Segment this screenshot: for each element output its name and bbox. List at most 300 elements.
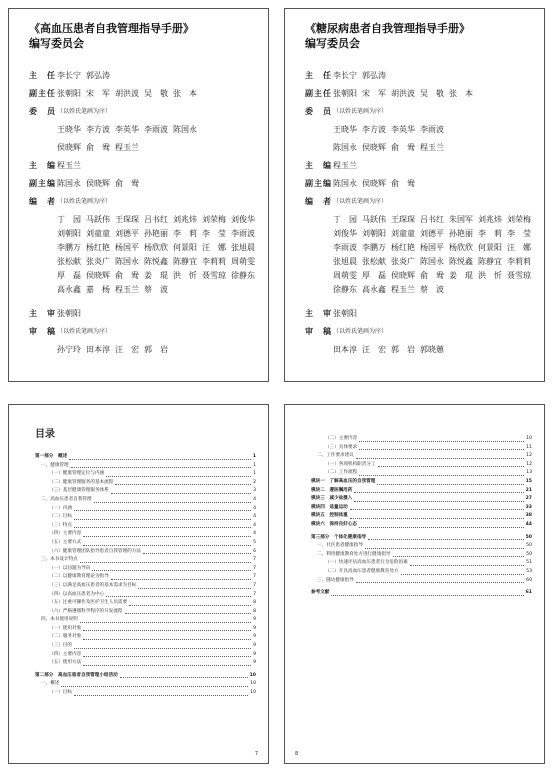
toc-entry-page: 7 — [253, 574, 256, 580]
member-name: 田本淳 — [86, 345, 110, 354]
member-name: 侯晓辉 — [362, 143, 386, 152]
toc-leader-dots — [83, 639, 251, 640]
toc-leader-dots — [83, 665, 251, 666]
toc-entry[interactable] — [311, 512, 532, 521]
committee-names — [57, 89, 262, 103]
toc-entry-page: 9 — [253, 643, 256, 649]
committee-row — [305, 215, 538, 299]
toc-entry[interactable] — [35, 659, 256, 668]
toc-entry-page: 50 — [526, 551, 532, 557]
committee-role: 主 审 — [305, 309, 332, 318]
toc-leader-dots — [111, 493, 251, 494]
toc-entry-page: 60 — [526, 577, 532, 583]
toc-leader-dots — [74, 510, 251, 511]
toc-entry-title: （一）内涵 — [49, 505, 72, 511]
member-name: 刘俊华 — [231, 215, 255, 224]
ordering-note: （以姓氏笔画为序） — [57, 198, 112, 205]
member-name: 洪 忻 — [173, 271, 197, 280]
toc-entry-page: 1 — [253, 462, 256, 468]
member-name: 李莉莉 — [202, 257, 226, 266]
toc-entry[interactable] — [35, 616, 256, 625]
toc-entry-title: （三）基层健康管理服务体系 — [49, 488, 109, 494]
toc-leader-dots — [356, 582, 524, 583]
member-name: 张 本 — [173, 89, 197, 98]
toc-entry-page: 9 — [253, 651, 256, 657]
committee-row — [305, 345, 538, 359]
toc-entry-page: 33 — [525, 504, 532, 510]
member-name: 李英华 — [115, 125, 139, 134]
toc-leader-dots — [138, 588, 251, 589]
committee-names — [333, 89, 538, 103]
toc-entry-page: 10 — [250, 681, 256, 687]
toc-entry[interactable] — [311, 504, 532, 513]
member-name: 程玉兰 — [333, 161, 357, 170]
member-name: 胡洪波 — [391, 89, 415, 98]
toc-leader-dots — [401, 574, 525, 575]
committee-role: 主 任 — [305, 71, 332, 80]
committee-names — [57, 161, 262, 175]
toc-entry[interactable] — [35, 672, 256, 681]
toc-entry-page: 44 — [525, 521, 532, 527]
member-name: 刘德平 — [420, 229, 444, 238]
member-name: 俞 鸯 — [420, 271, 444, 280]
member-name: 刘童童 — [391, 229, 415, 238]
member-name: 徐静东 — [231, 271, 255, 280]
toc-entry-title: 模块四 适量运动 — [311, 504, 348, 510]
toc-leader-dots — [125, 613, 252, 614]
committee-role: 副主编 — [29, 179, 56, 188]
toc-entry-title: 参考文献 — [311, 590, 330, 596]
member-name: 李莉莉 — [507, 257, 531, 266]
member-name: 陈静宜 — [173, 257, 197, 266]
toc-entry[interactable] — [311, 534, 532, 543]
toc-entry[interactable] — [35, 689, 256, 698]
toc-entry[interactable] — [35, 599, 256, 608]
member-name: 陈国永 — [173, 125, 197, 134]
toc-entry-title: 二、高血压患者自我管理 — [41, 496, 92, 502]
toc-entry-page: 8 — [253, 600, 256, 606]
toc-entry-title: （六）严格遵循科学程序的开发流程 — [49, 608, 123, 614]
toc-entry[interactable] — [35, 539, 256, 548]
committee-row — [29, 215, 262, 299]
member-name: 张朝阳 — [333, 309, 357, 318]
toc-entry-title: （三）特点 — [49, 522, 72, 528]
committee-heading: 编写委员会 — [29, 37, 84, 50]
toc-entry[interactable] — [311, 589, 532, 598]
toc-entry-title: 模块五 控制体重 — [311, 513, 348, 519]
toc-leader-dots — [92, 570, 251, 571]
toc-entry-title: （五）使用方法 — [49, 660, 82, 666]
member-name: 李雨波 — [144, 125, 168, 134]
member-name: 嘉 杨 — [86, 285, 110, 294]
toc-entry[interactable] — [35, 633, 256, 642]
toc-entry-title: （一）健康管理定位与内涵 — [49, 471, 105, 477]
toc-entry-title: 第三部分 个体化健康指导 — [311, 534, 367, 540]
toc-leader-dots — [94, 502, 252, 503]
toc-entry[interactable] — [311, 478, 532, 487]
member-name: 王晓华 — [333, 125, 357, 134]
toc-entry-page: 50 — [525, 534, 532, 540]
toc-entry[interactable] — [35, 530, 256, 539]
member-name: 丁 园 — [333, 215, 357, 224]
toc-leader-dots — [368, 539, 523, 540]
member-name: 郭晓蕙 — [420, 345, 444, 354]
toc-entry-page: 9 — [253, 634, 256, 640]
toc-leader-dots — [350, 509, 524, 510]
member-name: 刘朝阳 — [362, 229, 386, 238]
committee-title — [29, 21, 194, 51]
member-name: 李鹏万 — [362, 243, 386, 252]
toc-entry-page: 1 — [253, 471, 256, 477]
committee-row — [305, 161, 538, 175]
toc-entry[interactable] — [311, 452, 532, 461]
member-name: 汪 娜 — [507, 243, 531, 252]
toc-leader-dots — [354, 501, 523, 502]
toc-entry[interactable] — [35, 565, 256, 574]
toc-entry-page: 7 — [253, 557, 256, 563]
member-name: 孙宁玲 — [57, 345, 81, 354]
toc-page-1 — [8, 404, 269, 764]
committee-role: 主 任 — [29, 71, 56, 80]
committee-names — [333, 161, 538, 175]
member-name: 陈国永 — [420, 257, 444, 266]
member-name: 刘荣梅 — [507, 215, 531, 224]
toc-entry[interactable] — [311, 559, 532, 568]
toc-entry-title: 第二部分 高血压患者自我管理小组活动 — [35, 672, 118, 678]
committee-role: 副主任 — [29, 89, 56, 98]
toc-entry-page: 21 — [525, 487, 532, 493]
ordering-note: （以姓氏笔画为序） — [57, 108, 112, 115]
toc-entry-page: 4 — [253, 522, 256, 528]
toc-entry-page: 1 — [252, 454, 256, 459]
toc-entry-page: 9 — [253, 660, 256, 666]
toc-entry[interactable] — [35, 522, 256, 531]
toc-entry[interactable] — [35, 479, 256, 488]
toc-leader-dots — [71, 467, 251, 468]
member-name: 何景阳 — [478, 243, 502, 252]
toc-entry-title: 二、利用健康教育处方进行健康指导 — [317, 551, 391, 557]
committee-names — [333, 71, 538, 85]
member-name: 张松献 — [362, 257, 386, 266]
member-name: 张朝阳 — [57, 89, 81, 98]
toc-leader-dots — [120, 677, 248, 678]
member-name: 何景阳 — [173, 243, 197, 252]
member-name: 侯晓辉 — [362, 179, 386, 188]
member-name: 陈国永 — [57, 179, 81, 188]
member-name: 杨国平 — [115, 243, 139, 252]
member-name: 李 莹 — [507, 229, 531, 238]
committee-role: 主 编 — [305, 161, 332, 170]
member-name: 李 莉 — [173, 229, 197, 238]
toc-entry[interactable] — [311, 542, 532, 551]
committee-role: 主 审 — [29, 309, 56, 318]
toc-entry-title: 模块六 保持良好心态 — [311, 521, 357, 527]
toc-entry[interactable] — [35, 680, 256, 689]
committee-names — [333, 327, 538, 341]
toc-entry[interactable] — [311, 461, 532, 470]
toc-entry[interactable] — [35, 462, 256, 471]
member-name: 聂雪琼 — [507, 271, 531, 280]
member-name: 蔡 波 — [144, 285, 168, 294]
toc-leader-dots — [83, 630, 251, 631]
toc-leader-dots — [74, 527, 251, 528]
committee-row — [305, 107, 538, 121]
member-name: 陈悦鑫 — [144, 257, 168, 266]
toc-entry[interactable] — [35, 556, 256, 565]
committee-title — [305, 21, 470, 51]
toc-entry-page: 7 — [253, 565, 256, 571]
toc-entry[interactable] — [35, 470, 256, 479]
toc-entry-title: （三）具体要求 — [325, 444, 358, 450]
member-name: 李方波 — [362, 125, 386, 134]
toc-entry[interactable] — [35, 573, 256, 582]
member-name: 刘荣梅 — [202, 215, 226, 224]
toc-entry[interactable] — [35, 453, 256, 462]
member-name: 吴 敬 — [420, 89, 444, 98]
toc-leader-dots — [365, 548, 524, 549]
toc-entry-title: （一）以问题为导向 — [49, 565, 91, 571]
member-name: 俞 鸯 — [115, 179, 139, 188]
committee-row — [305, 309, 538, 323]
member-name: 张松献 — [57, 257, 81, 266]
member-name: 李长宁 — [333, 71, 357, 80]
committee-role: 副主任 — [305, 89, 332, 98]
toc-entry-page: 11 — [526, 444, 532, 450]
toc-entry[interactable] — [311, 568, 532, 577]
committee-row — [29, 143, 262, 157]
toc-entry-title: （三）以满足高血压患者的基本需求为目标 — [49, 582, 137, 588]
member-name: 李长宁 — [57, 71, 81, 80]
member-name: 杨欣欣 — [144, 243, 168, 252]
toc-entry-title: 三、随访健康指导 — [317, 577, 354, 583]
member-name: 俞 鸯 — [86, 143, 110, 152]
toc-page-2 — [284, 404, 545, 764]
toc-entry-title: （二）开具高血压患者健康教育处方 — [325, 568, 399, 574]
toc-leader-dots — [359, 441, 524, 442]
member-name: 汪 娜 — [202, 243, 226, 252]
member-name: 侯晓辉 — [391, 271, 415, 280]
toc-leader-dots — [115, 484, 251, 485]
toc-entry-title: 第一部分 概述 — [35, 454, 68, 459]
toc-entry-title: （三）目的 — [49, 643, 72, 649]
member-name: 张旭晨 — [231, 243, 255, 252]
toc-entry[interactable] — [311, 551, 532, 560]
toc-leader-dots — [83, 656, 251, 657]
toc-entry[interactable] — [35, 582, 256, 591]
toc-leader-dots — [83, 545, 251, 546]
toc-entry-title: （四）以高血压患者为中心 — [49, 591, 105, 597]
committee-names — [57, 345, 262, 359]
member-name: 孙艳丽 — [449, 229, 473, 238]
member-name: 侯晓辉 — [57, 143, 81, 152]
member-name: 杨国平 — [420, 243, 444, 252]
member-name: 吕书红 — [144, 215, 168, 224]
member-name: 俞 鸯 — [115, 271, 139, 280]
member-name: 李 莉 — [478, 229, 502, 238]
toc-leader-dots — [106, 476, 251, 477]
committee-names — [333, 345, 538, 359]
committee-role: 审 稿 — [29, 327, 56, 336]
member-name: 李 莹 — [202, 229, 226, 238]
toc-leader-dots — [111, 579, 251, 580]
member-name: 刘童童 — [86, 229, 110, 238]
toc-entry-page: 4 — [253, 514, 256, 520]
member-name: 刘朝阳 — [57, 229, 81, 238]
member-name: 侯晓辉 — [86, 271, 110, 280]
toc-entry-page: 53 — [526, 568, 532, 574]
toc-entry-page: 4 — [253, 531, 256, 537]
toc-leader-dots — [359, 449, 524, 450]
toc-leader-dots — [143, 553, 251, 554]
committee-row — [305, 143, 538, 157]
member-name: 李鹏万 — [57, 243, 81, 252]
toc-entry-page: 5 — [253, 539, 256, 545]
member-name: 杨欣欣 — [449, 243, 473, 252]
member-name: 李英华 — [391, 125, 415, 134]
toc-entry[interactable] — [35, 625, 256, 634]
member-name: 王琛琛 — [391, 215, 415, 224]
toc-leader-dots — [354, 492, 523, 493]
committee-row — [29, 89, 262, 103]
committee-names — [333, 125, 538, 139]
member-name: 陈国永 — [333, 179, 357, 188]
toc-entry[interactable] — [35, 608, 256, 617]
toc-entry-page: 7 — [253, 591, 256, 597]
toc-entry[interactable] — [35, 505, 256, 514]
toc-entry[interactable] — [35, 548, 256, 557]
member-name: 刘兆炜 — [173, 215, 197, 224]
member-name: 周萌雯 — [231, 257, 255, 266]
member-name: 陈悦鑫 — [449, 257, 473, 266]
committee-role: 副主编 — [305, 179, 332, 188]
member-name: 宋 军 — [362, 89, 386, 98]
member-name: 张朝阳 — [333, 89, 357, 98]
toc-entry[interactable] — [311, 444, 532, 453]
member-name: 程玉兰 — [115, 285, 139, 294]
toc-entry-title: （四）主要内容 — [49, 531, 82, 537]
toc-entry[interactable] — [311, 469, 532, 478]
committee-names — [57, 71, 262, 85]
book-title: 《高血压患者自我管理指导手册》 — [29, 22, 194, 35]
committee-names — [333, 309, 538, 323]
member-name: 俞 鸯 — [391, 179, 415, 188]
member-name: 张炎广 — [86, 257, 110, 266]
toc-entry[interactable] — [311, 495, 532, 504]
toc-entry-title: （一）使用对象 — [49, 625, 82, 631]
toc-entry[interactable] — [311, 577, 532, 586]
toc-leader-dots — [80, 562, 251, 563]
member-name: 程玉兰 — [391, 285, 415, 294]
member-name: 丁 园 — [57, 215, 81, 224]
toc-leader-dots — [61, 686, 248, 687]
toc-entry-page: 10 — [250, 690, 256, 696]
toc-entry[interactable] — [35, 651, 256, 660]
member-name: 李方波 — [86, 125, 110, 134]
toc-entry-title: 模块三 减少盐摄入 — [311, 496, 353, 502]
committee-names — [333, 215, 538, 299]
toc-leader-dots — [378, 466, 525, 467]
member-name: 陈国永 — [115, 257, 139, 266]
book-title: 《糖尿病患者自我管理指导手册》 — [305, 22, 470, 35]
toc-entry[interactable] — [311, 521, 532, 530]
toc-entry[interactable] — [35, 513, 256, 522]
toc-entry[interactable] — [35, 487, 256, 496]
toc-leader-dots — [377, 484, 523, 485]
toc-entry-page: 61 — [525, 590, 532, 596]
committee-member-list — [305, 71, 538, 363]
toc-leader-dots — [410, 565, 524, 566]
committee-role: 委 员 — [29, 107, 56, 116]
committee-names — [57, 215, 262, 299]
toc-entry-title: （一）各项机构职责分工 — [325, 461, 376, 467]
toc-leader-dots — [106, 596, 251, 597]
toc-entry-page: 50 — [526, 543, 532, 549]
toc-entry-title: （一）快速评估高血压患者行为危险因素 — [325, 560, 408, 566]
member-name: 高永鑫 — [57, 285, 81, 294]
member-name: 陈静宜 — [478, 257, 502, 266]
member-name: 张朝阳 — [57, 309, 81, 318]
toc-entry-title: （一）目标 — [49, 690, 72, 696]
member-name: 吴 敬 — [144, 89, 168, 98]
toc-entry-page: 4 — [253, 496, 256, 502]
committee-row — [305, 89, 538, 103]
toc-entry-page: 6 — [253, 548, 256, 554]
member-name: 张炎广 — [391, 257, 415, 266]
toc-entry[interactable] — [311, 487, 532, 496]
toc-entry[interactable] — [35, 496, 256, 505]
toc-entry-title: （二）以健康教育理论为指导 — [49, 574, 109, 580]
member-name: 张旭晨 — [333, 257, 357, 266]
toc-entry-title: （四）主要内容 — [49, 651, 82, 657]
toc-leader-dots — [393, 556, 525, 557]
toc-entry[interactable] — [35, 642, 256, 651]
committee-page-hypertension — [8, 8, 269, 382]
committee-role: 委 员 — [305, 107, 332, 116]
ordering-note: （以姓氏笔画为序） — [333, 328, 388, 335]
toc-entry-page: 9 — [253, 625, 256, 631]
toc-entry-page: 8 — [253, 608, 256, 614]
toc-entry-title: （二）健康管理服务的基本流程 — [49, 479, 114, 485]
member-name: 姜 琨 — [449, 271, 473, 280]
committee-row — [305, 71, 538, 85]
toc-leader-dots — [69, 459, 251, 460]
committee-names — [57, 309, 262, 323]
committee-heading: 编写委员会 — [305, 37, 360, 50]
toc-entry-title: （二）主要内容 — [325, 436, 358, 441]
toc-leader-dots — [350, 518, 524, 519]
member-name: 程玉兰 — [57, 161, 81, 170]
toc-entry-page: 12 — [526, 461, 532, 467]
member-name: 朱国军 — [449, 215, 473, 224]
toc-leader-dots — [359, 527, 524, 528]
committee-row — [305, 179, 538, 193]
toc-leader-dots — [331, 595, 523, 596]
member-name: 徐静东 — [333, 285, 357, 294]
ordering-note: （以姓氏笔画为序） — [57, 328, 112, 335]
committee-row — [305, 327, 538, 341]
committee-role: 主 编 — [29, 161, 56, 170]
member-name: 姜 琨 — [144, 271, 168, 280]
toc-entry-title: （六）健康管理团队指导患者自我管理的方法 — [49, 548, 141, 554]
toc-entry-page: 3 — [253, 488, 256, 494]
toc-entry[interactable] — [35, 591, 256, 600]
toc-entry[interactable] — [311, 435, 532, 444]
toc-entry-page: 15 — [525, 478, 532, 484]
ordering-note: （以姓氏笔画为序） — [333, 198, 388, 205]
toc-entry-page: 27 — [525, 496, 532, 502]
member-name: 洪 忻 — [478, 271, 502, 280]
toc-leader-dots — [359, 475, 524, 476]
